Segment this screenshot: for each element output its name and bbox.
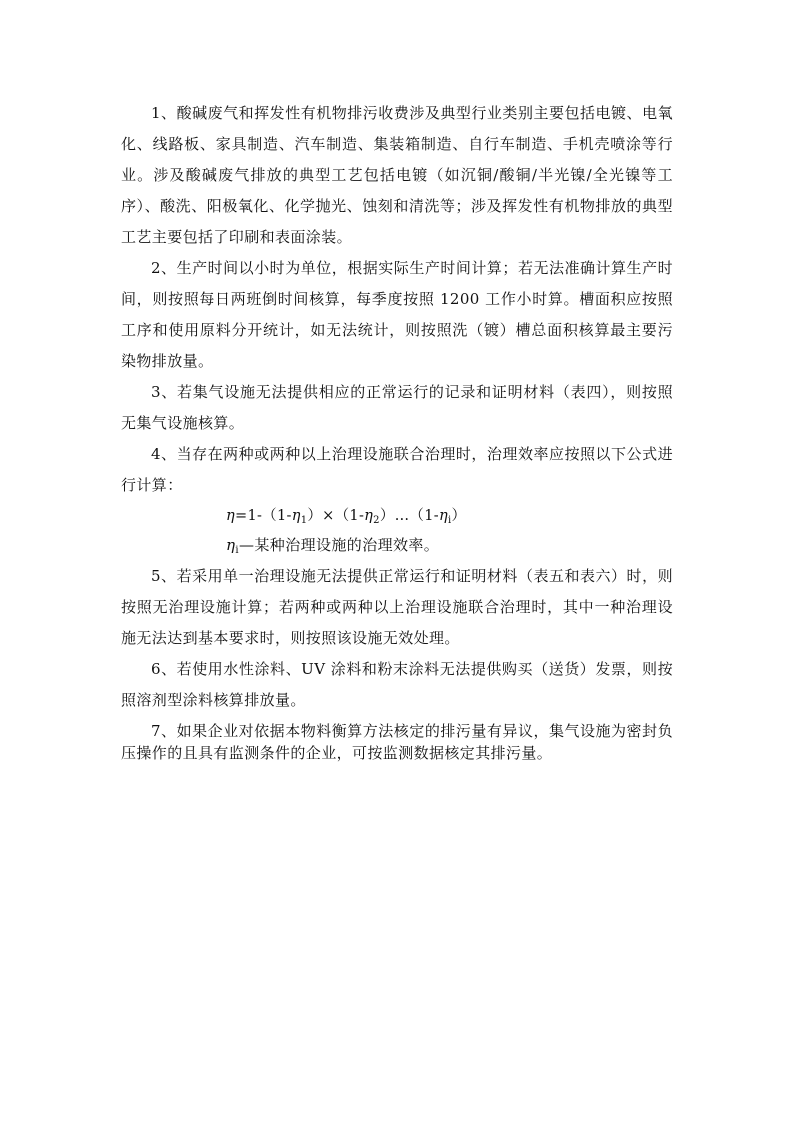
formula-part-3: ）…（1- xyxy=(379,508,439,524)
definition-sub: i xyxy=(235,545,239,556)
formula-eta-i: η xyxy=(438,508,448,524)
efficiency-formula xyxy=(226,501,673,532)
formula-sub-2: 2 xyxy=(373,515,380,526)
formula-eta-1: η xyxy=(291,508,301,524)
formula-definition xyxy=(226,530,673,561)
formula-part-4: ） xyxy=(451,508,467,524)
note-7: 7、如果企业对依据本物料衡算方法核定的排污量有异议，集气设施为密封负压操作的且具有监测条件的企业，可按监测数据核定其排污量。 xyxy=(121,722,673,762)
note-2: 2、生产时间以小时为单位，根据实际生产时间计算；若无法准确计算生产时间，则按照每日两班倒时间核算，每季度按照 1200 工作小时算。槽面积应按照工序和使用原料分开统计，如无法统计，则按照洗（镀）槽总面积核算最主要污染物排放量。 xyxy=(121,259,673,370)
formula-part-1: =1-（1- xyxy=(235,508,292,524)
formula-eta-2: η xyxy=(364,508,374,524)
formula-part-2: ）×（1- xyxy=(307,508,365,524)
notes-content xyxy=(121,98,673,764)
definition-text: —某种治理设施的治理效率。 xyxy=(239,536,440,554)
note-6: 6、若使用水性涂料、UV 涂料和粉末涂料无法提供购买（送货）发票，则按照溶剂型涂料核算排放量。 xyxy=(121,660,673,709)
note-4: 4、当存在两种或两种以上治理设施联合治理时，治理效率应按照以下公式进行计算： xyxy=(121,445,673,494)
formula-eta: η xyxy=(226,508,235,524)
note-3: 3、若集气设施无法提供相应的正常运行的记录和证明材料（表四），则按照无集气设施核算。 xyxy=(121,383,673,432)
note-1: 1、酸碱废气和挥发性有机物排污收费涉及典型行业类别主要包括电镀、电氧化、线路板、家具制造、汽车制造、集装箱制造、自行车制造、手机壳喷涂等行业。涉及酸碱废气排放的典型工艺包括电镀（如沉铜/酸铜/半光镍/全光镍等工序）、酸洗、阳极氧化、化学抛光、蚀刻和清洗等；涉及挥发性有机物排放的典型工艺主要包括了印刷和表面涂装。 xyxy=(121,104,673,246)
formula-sub-1: 1 xyxy=(300,515,308,526)
definition-eta: η xyxy=(226,536,236,554)
formula-sub-i: i xyxy=(447,515,452,526)
note-5: 5、若采用单一治理设施无法提供正常运行和证明材料（表五和表六）时，则按照无治理设施计算；若两种或两种以上治理设施联合治理时，其中一种治理设施无法达到基本要求时，则按照该设施无效处理。 xyxy=(121,567,673,647)
